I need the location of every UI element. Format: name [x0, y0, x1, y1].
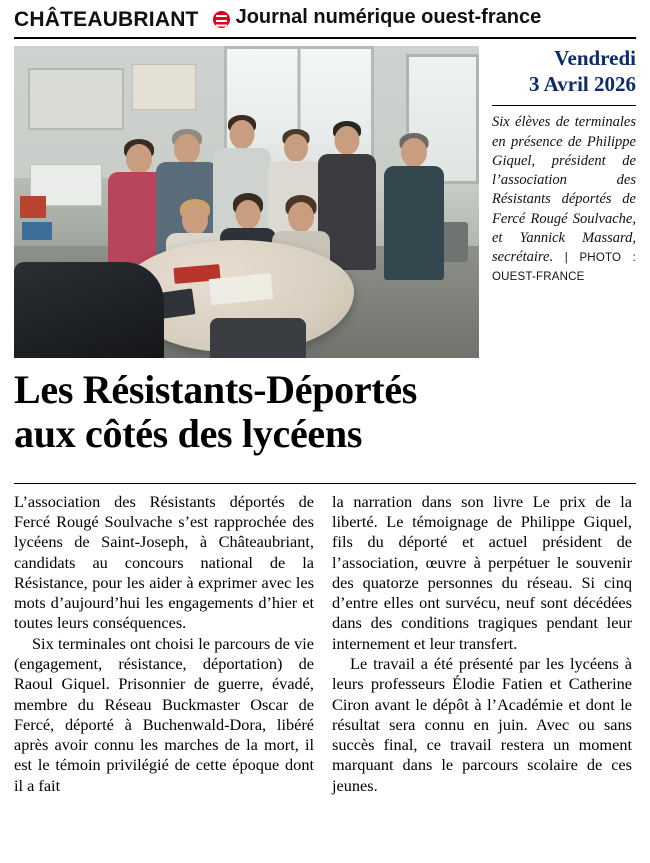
date-divider	[492, 105, 636, 106]
article-column-left	[14, 492, 314, 796]
photo-caption-text: Six élèves de terminales en présence de Philippe Giquel, président de l’association des Résistants déportés de Fercé Rougé Soulvache, et Yannick Massard, secrétaire.	[492, 114, 636, 266]
date-and-caption-column	[479, 46, 636, 358]
article-column-right	[332, 492, 632, 796]
person-standing-6	[382, 136, 446, 280]
headline-line-1: Les Résistants-Déportés	[14, 367, 418, 412]
masthead-brand	[213, 6, 542, 29]
paragraph: L’association des Résistants déportés de Fercé Rougé Soulvache s’est rapprochée des lycéens de Saint-Joseph, à Châteaubriant, candidats au concours national de la Résistance, pour les aider à exprimer avec les mots d’aujourd’hui les engagements d’hier et toutes leurs conséquences.	[14, 491, 314, 633]
article-body	[14, 492, 636, 796]
paragraph: Le travail a été présenté par les lycéens à leurs professeurs Élodie Fatien et Catherine Ciron avant le dépôt à l’Académie et dont le résultat sera connu en juin. Avec ou sans succès final, ce travail restera un moment marquant dans le parcours scolaire de ces jeunes.	[332, 654, 632, 795]
headline-line-2: aux côtés des lycéens	[14, 411, 363, 456]
masthead-paper-name: Journal numérique ouest-france	[235, 6, 542, 28]
masthead	[14, 0, 636, 35]
date-full: 3 Avril 2026	[529, 71, 636, 96]
masthead-divider	[14, 37, 636, 39]
article-photo	[14, 46, 479, 358]
top-block	[14, 46, 636, 358]
paragraph: Six terminales ont choisi le parcours de vie (engagement, résistance, déportation) de Raoul Giquel. Prisonnier de guerre, évadé, membre du Réseau Buckmaster Oscar de Fercé, déporté à Buchenwald-Dora, libéré après avoir connu les marches de la mort, il est le témoin privilégié de cette époque dont il a fait	[14, 633, 314, 795]
headline-divider	[14, 483, 636, 484]
paragraph: la narration dans son livre Le prix de la liberté. Le témoignage de Philippe Giquel, fils du déporté et actuel président de l’association, œuvre à perpétuer le souvenir des quatorze personnes du réseau. Si cinq d’entre elles ont survécu, neuf sont décédées dans des conditions tragiques pendant leur internement et leur transfert.	[332, 491, 632, 653]
ouest-france-logo-icon	[213, 11, 230, 28]
article-headline	[14, 368, 636, 456]
photo-credit: | PHOTO : OUEST-FRANCE	[492, 252, 636, 284]
date-day: Vendredi	[554, 46, 636, 70]
masthead-city: CHÂTEAUBRIANT	[14, 8, 199, 31]
photo-caption	[492, 113, 636, 287]
photo-block	[14, 46, 479, 358]
